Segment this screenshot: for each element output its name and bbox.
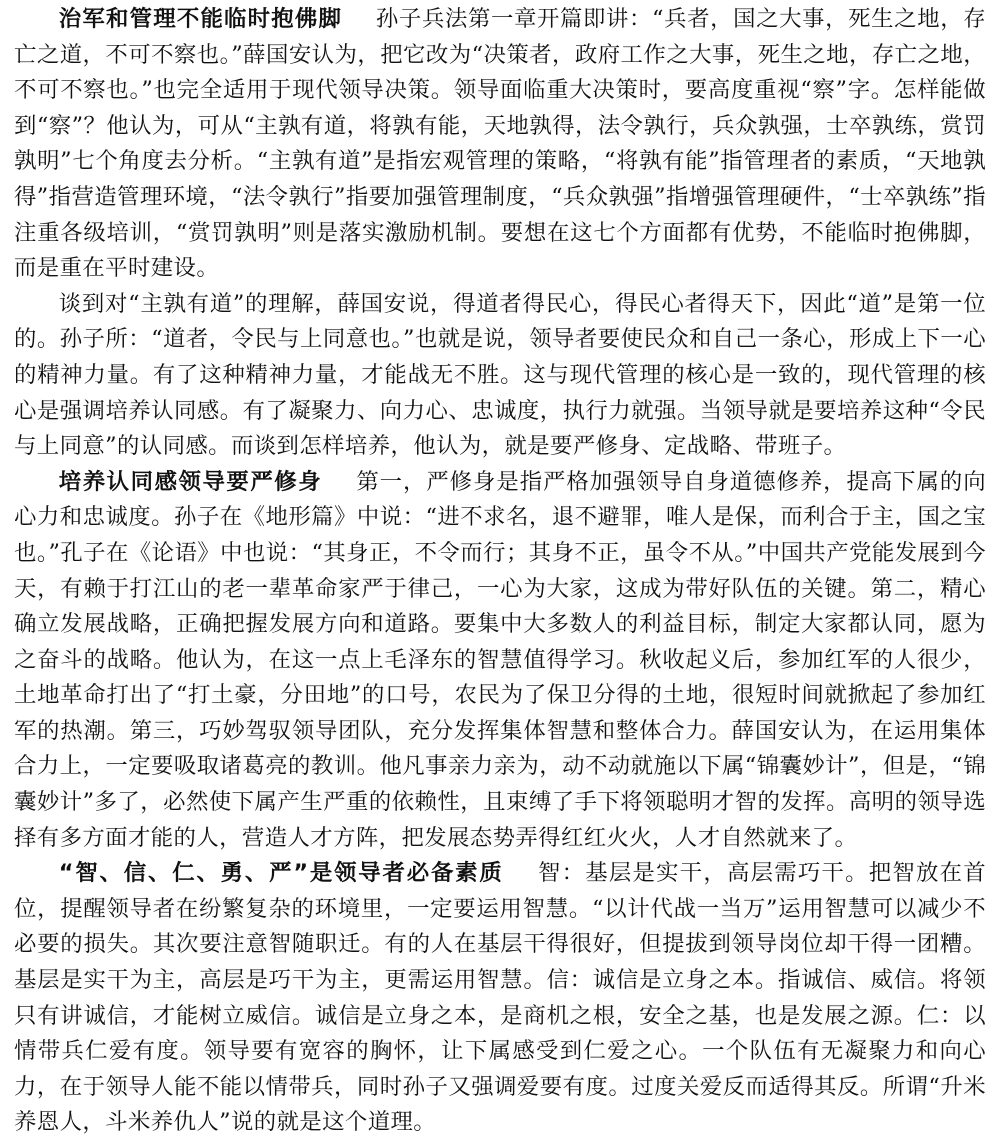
paragraph-2 bbox=[14, 287, 986, 465]
paragraph-4 bbox=[14, 856, 986, 1141]
paragraph-1-text: 孙子兵法第一章开篇即讲：“兵者，国之大事，死生之地，存亡之道，不可不察也。”薛国安认为，把它改为“决策者，政府工作之大事，死生之地，存亡之地，不可不察也。”也完全适用于现代领导决策。领导面临重大决策时，要高度重视“察”字。怎样能做到“察”？他认为，可从“主孰有道，将孰有能，天地孰得，法令孰行，兵众孰强，士卒孰练，赏罚孰明”七个角度去分析。“主孰有道”是指宏观管理的策略，“将孰有能”指管理者的素质，“天地孰得”指营造管理环境，“法令孰行”指要加强管理制度，“兵众孰强”指增强管理硬件，“士卒孰练”指注重各级培训，“赏罚孰明”则是落实激励机制。要想在这七个方面都有优势，不能临时抱佛脚，而是重在平时建设。 bbox=[14, 6, 987, 282]
paragraph-1 bbox=[14, 2, 986, 287]
paragraph-3-text: 第一，严修身是指严格加强领导自身道德修养，提高下属的向心力和忠诚度。孙子在《地形篇》中说：“进不求名，退不避罪，唯人是保，而利合于主，国之宝也。”孔子在《论语》中也说：“其身正，不令而行；其身不正，虽令不从。”中国共产党能发展到今天，有赖于打江山的老一辈革命家严于律己，一心为大家，这成为带好队伍的关键。第二，精心确立发展战略，正确把握发展方向和道路。要集中大多数人的利益目标，制定大家都认同，愿为之奋斗的战略。他认为，在这一点上毛泽东的智慧值得学习。秋收起义后，参加红军的人很少，土地革命打出了“打土豪，分田地”的口号，农民为了保卫分得的土地，很短时间就掀起了参加红军的热潮。第三，巧妙驾驭领导团队，充分发挥集体智慧和整体合力。薛国安认为，在运用集体合力上，一定要吸取诸葛亮的教训。他凡事亲力亲为，动不动就施以下属“锦囊妙计”，但是，“锦囊妙计”多了，必然使下属产生严重的依赖性，且束缚了手下将领聪明才智的发挥。高明的领导选择有多方面才能的人，营造人才方阵，把发展态势弄得红红火火，人才自然就来了。 bbox=[14, 468, 986, 851]
paragraph-4-text: 智：基层是实干，高层需巧干。把智放在首位，提醒领导者在纷繁复杂的环境里，一定要运用智慧。“以计代战一当万”运用智慧可以减少不必要的损失。其次要注意智随职迁。有的人在基层干得很好，但提拔到领导岗位却干得一团糟。基层是实干为主，高层是巧干为主，更需运用智慧。信：诚信是立身之本。指诚信、威信。将领只有讲诚信，才能树立威信。诚信是立身之本，是商机之根，安全之基，也是发展之源。仁：以情带兵仁爱有度。领导要有宽容的胸怀，让下属感受到仁爱之心。一个队伍有无凝聚力和向心力，在于领导人能不能以情带兵，同时孙子又强调爱要有度。过度关爱反而适得其反。所谓“升米养恩人，斗米养仇人”说的就是这个道理。 bbox=[14, 860, 986, 1136]
paragraph-2-text: 谈到对“主孰有道”的理解，薛国安说，得道者得民心，得民心者得天下，因此“道”是第一位的。孙子所：“道者，令民与上同意也。”也就是说，领导者要使民众和自己一条心，形成上下一心的精神力量。有了这种精神力量，才能战无不胜。这与现代管理的核心是一致的，现代管理的核心是强调培养认同感。有了凝聚力、向力心、忠诚度，执行力就强。当领导就是要培养这种“令民与上同意”的认同感。而谈到怎样培养，他认为，就是要严修身、定战略、带班子。 bbox=[14, 290, 986, 460]
section-heading-2: 培养认同感领导要严修身 bbox=[58, 468, 323, 495]
paragraph-3 bbox=[14, 465, 986, 857]
section-heading-1: 治军和管理不能临时抱佛脚 bbox=[58, 6, 343, 32]
section-heading-3: “智、信、仁、勇、严”是领导者必备素质 bbox=[58, 860, 504, 887]
